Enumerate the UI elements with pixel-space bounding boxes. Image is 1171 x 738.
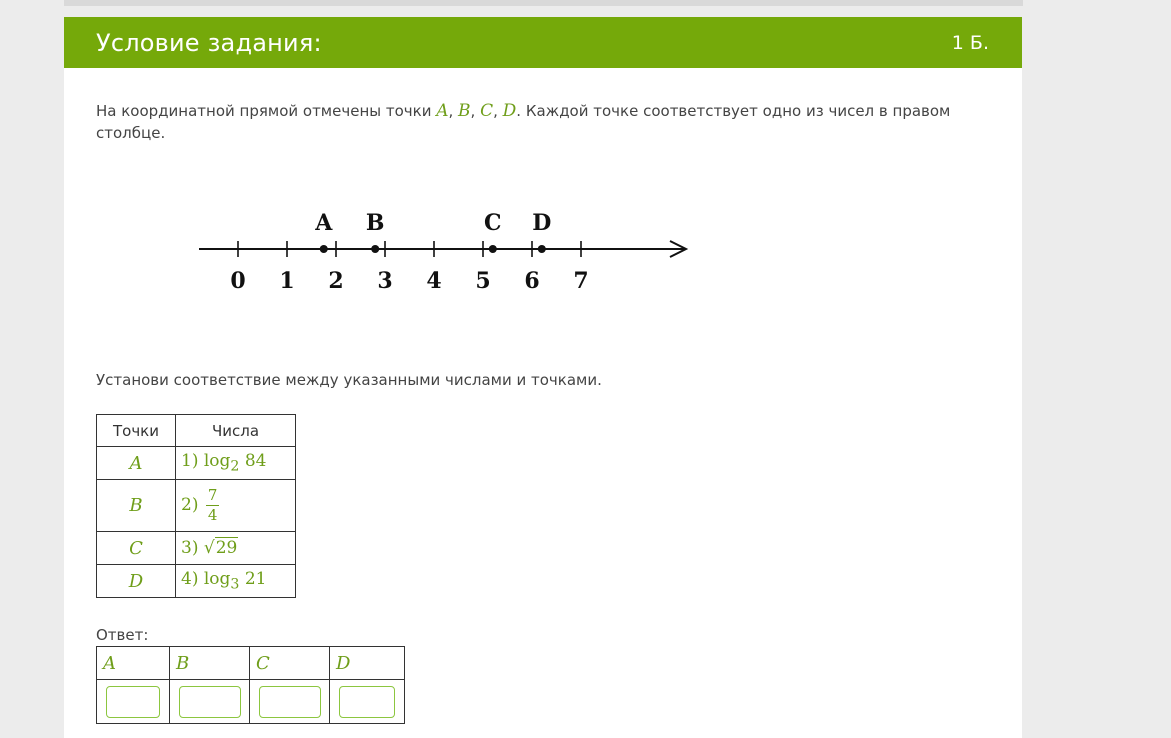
- answer-cell-d: [330, 680, 405, 724]
- answer-input-row: [97, 680, 405, 724]
- answer-col-a: A: [97, 647, 170, 680]
- task-points: 1 Б.: [951, 31, 989, 54]
- point-d-dot: [538, 245, 546, 253]
- fraction: [206, 488, 220, 523]
- row-point-b: B: [97, 480, 176, 532]
- row-number-2: [176, 480, 296, 532]
- tick-label-7: 7: [573, 268, 589, 294]
- answer-cell-b: [170, 680, 250, 724]
- fraction-numerator: 7: [207, 486, 218, 504]
- number-prefix: 3): [181, 538, 204, 558]
- point-b-label: B: [365, 210, 385, 236]
- tick-label-6: 6: [524, 268, 540, 294]
- statement-separator: ,: [493, 102, 503, 120]
- statement-separator: ,: [448, 102, 459, 120]
- statement-point-a: A: [436, 101, 449, 121]
- point-a-label: A: [315, 210, 333, 236]
- task-statement: [96, 100, 976, 144]
- table-row: [97, 447, 296, 480]
- statement-separator: ,: [470, 102, 481, 120]
- match-table: [96, 414, 296, 598]
- answer-input-b[interactable]: [179, 686, 241, 718]
- answer-cell-a: [97, 680, 170, 724]
- table-row: [97, 532, 296, 565]
- log-base: 3: [230, 576, 240, 593]
- header-points: Точки: [97, 415, 176, 447]
- answer-header-row: [97, 647, 405, 680]
- table-row: [97, 565, 296, 598]
- answer-input-c[interactable]: [259, 686, 321, 718]
- point-a-dot: [320, 245, 328, 253]
- number-prefix: 1): [181, 451, 204, 472]
- row-point-d: D: [97, 565, 176, 598]
- answer-input-a[interactable]: [106, 686, 160, 718]
- number-line-diagram: [194, 202, 694, 312]
- fraction-denominator: 4: [207, 506, 218, 524]
- tick-label-3: 3: [377, 268, 393, 294]
- tick-label-0: 0: [230, 268, 246, 294]
- log-base: 2: [230, 458, 240, 475]
- row-number-4: [176, 565, 296, 598]
- log-arg: 21: [244, 569, 267, 590]
- answer-label: Ответ:: [96, 626, 149, 644]
- tick-label-1: 1: [279, 268, 295, 294]
- sqrt-sign-icon: √: [203, 538, 215, 558]
- match-table-header-row: [97, 415, 296, 447]
- sqrt-arg: 29: [215, 538, 238, 558]
- point-c-label: C: [484, 210, 502, 236]
- tick-label-2: 2: [328, 268, 344, 294]
- answer-cell-c: [250, 680, 330, 724]
- answer-col-c: C: [250, 647, 330, 680]
- table-row: [97, 480, 296, 532]
- row-point-a: A: [97, 447, 176, 480]
- point-b-dot: [371, 245, 379, 253]
- statement-point-b: B: [458, 101, 471, 121]
- task-title: Условие задания:: [96, 28, 322, 57]
- answer-input-d[interactable]: [339, 686, 395, 718]
- top-bar: [64, 0, 1023, 6]
- log-arg: 84: [244, 451, 267, 472]
- answer-col-b: B: [170, 647, 250, 680]
- log-func: log: [203, 451, 231, 472]
- row-point-c: C: [97, 532, 176, 565]
- number-prefix: 2): [181, 495, 204, 515]
- point-d-label: D: [532, 210, 552, 236]
- row-number-3: [176, 532, 296, 565]
- row-number-1: [176, 447, 296, 480]
- instruction-text: Установи соответствие между указанными числами и точками.: [96, 371, 602, 389]
- answer-table: [96, 646, 405, 724]
- header-numbers: Числа: [176, 415, 296, 447]
- task-header: [64, 17, 1022, 68]
- tick-label-5: 5: [475, 268, 491, 294]
- log-func: log: [203, 569, 231, 590]
- answer-col-d: D: [330, 647, 405, 680]
- task-card: [64, 17, 1022, 738]
- statement-point-d: D: [502, 101, 517, 121]
- statement-point-c: C: [480, 101, 494, 121]
- point-c-dot: [489, 245, 497, 253]
- tick-label-4: 4: [426, 268, 442, 294]
- statement-text-after: . Каждой точке соответствует одно из чисел в правом столбце.: [96, 102, 951, 142]
- number-prefix: 4): [181, 569, 204, 590]
- statement-text-before: На координатной прямой отмечены точки: [96, 102, 437, 120]
